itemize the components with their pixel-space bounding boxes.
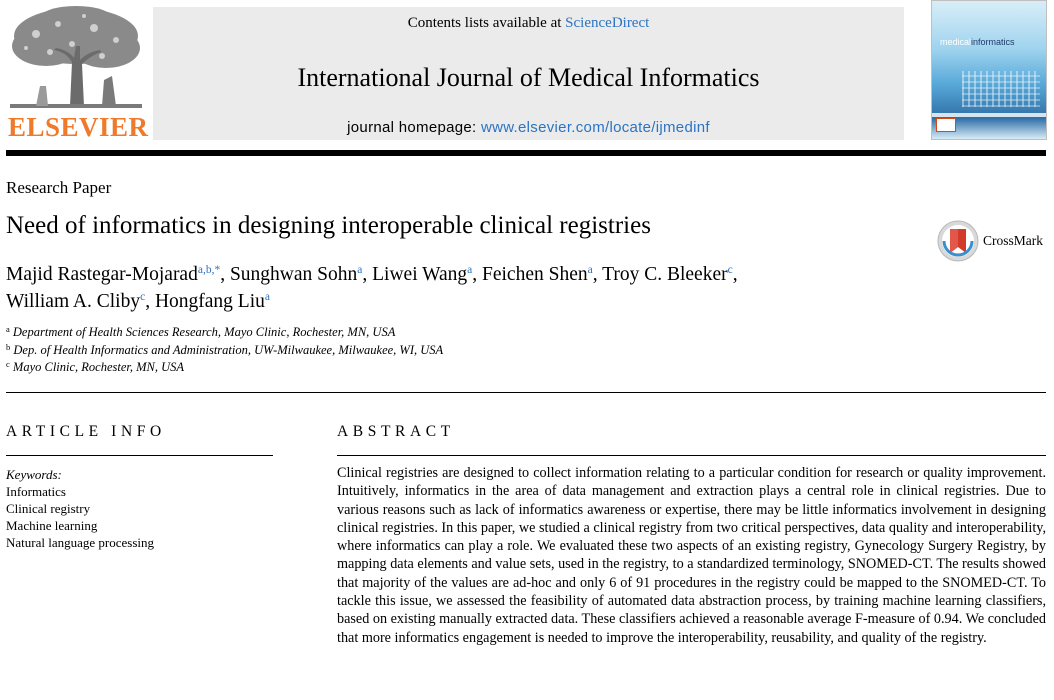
cover-title-part-2: informatics [971,37,1015,47]
author-name[interactable]: Liwei Wang [372,264,468,285]
header-divider [6,150,1046,156]
author-name[interactable]: Feichen Shen [482,264,588,285]
journal-title: International Journal of Medical Informatics [297,63,760,92]
publisher-name: ELSEVIER [8,112,149,142]
crossmark-label: CrossMark [983,233,1043,248]
author-affiliation-mark[interactable]: a [467,264,473,276]
article-title: Need of informatics in designing interoperable clinical registries [6,212,651,239]
affiliation-mark: c [6,359,10,369]
homepage-link[interactable]: www.elsevier.com/locate/ijmedinf [480,119,710,136]
keyword-item: Machine learning [6,518,98,533]
contents-prefix: Contents lists available at [407,15,566,31]
cover-badge [936,118,956,132]
affiliation-mark: b [6,342,11,352]
affiliation-text: Mayo Clinic, Rochester, MN, USA [12,360,185,374]
tree-icon [6,6,146,110]
author-separator: , [592,264,603,285]
article-info-divider [6,455,273,456]
keyword-item: Informatics [6,484,66,499]
author-separator: , [732,264,738,285]
affiliation [6,360,184,375]
keywords-label: Keywords: [6,467,62,482]
abstract-text: Clinical registries are designed to collect information relating to a particular condition for research or quality improvement. Intuitively, informatics in the area of data management and extraction plays a central role in clinical registries. Due to various reasons such as lack of informatics awareness or expertise, there may be little informatics involvement in designing clinical registries. In this paper, we studied a clinical registry from two critical perspectives, data quality and interoperability, where informatics can play a role. We evaluated these two aspects of an existing registry, Gynecology Surgery Registry, by mapping data elements and value sets, used in the registry, to a standardized terminology, SNOMED-CT. The results showed that majority of the values are ad-hoc and only 6 of 91 procedures in the registry could be mapped to the SNOMED-CT. To tackle this issue, we assessed the feasibility of automated data abstraction process, by training machine learning classifiers, based on existing manually extracted data. These classifiers achieved a reasonable average F-measure of 0.94. We concluded that more informatics engagement is needed to improve the interoperability, reusability, and quality of the registry. [337,465,1046,646]
cover-title [940,37,1015,47]
author-affiliation-mark[interactable]: a,b,* [197,264,221,276]
crossmark-icon [936,219,980,263]
author-affiliation-mark[interactable]: a [587,264,593,276]
author-name[interactable]: Troy C. Bleeker [602,264,728,285]
author-name[interactable]: Majid Rastegar-Mojarad [6,264,198,285]
cover-title-part-1: medical [940,37,972,47]
author-separator: , [472,264,482,285]
affiliation-divider [6,392,1046,393]
abstract-heading: ABSTRACT [337,423,455,440]
article-type: Research Paper [6,178,112,197]
author-separator: , [145,291,155,312]
author-affiliation-mark[interactable]: a [264,291,270,303]
author-separator: , [362,264,373,285]
journal-cover[interactable] [931,0,1047,140]
abstract-divider [337,455,1046,456]
affiliation-text: Department of Health Sciences Research, Mayo Clinic, Rochester, MN, USA [12,325,396,339]
author-name[interactable]: Hongfang Liu [154,291,265,312]
author-separator: , [220,264,230,285]
affiliation-mark: a [6,324,10,334]
keyword-item: Clinical registry [6,501,91,516]
keywords-block [6,466,154,551]
author-name[interactable]: Sunghwan Sohn [229,264,358,285]
journal-homepage [153,119,904,136]
affiliation [6,325,395,340]
author-name[interactable]: William A. Cliby [6,291,141,312]
contents-line [153,15,904,32]
crossmark-button[interactable] [936,219,1048,263]
keyword-item: Natural language processing [6,535,155,550]
author-list [6,261,1006,315]
affiliation [6,343,443,358]
affiliation-text: Dep. of Health Informatics and Administration, UW-Milwaukee, Milwaukee, WI, USA [13,343,444,357]
sciencedirect-link[interactable]: ScienceDirect [565,15,650,31]
homepage-prefix: journal homepage: [347,119,481,136]
cover-strip [932,113,1046,117]
author-affiliation-mark[interactable]: a [357,264,363,276]
cover-image [962,71,1040,107]
journal-banner [153,7,904,140]
article-info-heading: ARTICLE INFO [6,423,166,440]
author-affiliation-mark[interactable]: c [140,291,146,303]
author-affiliation-mark[interactable]: c [727,264,733,276]
